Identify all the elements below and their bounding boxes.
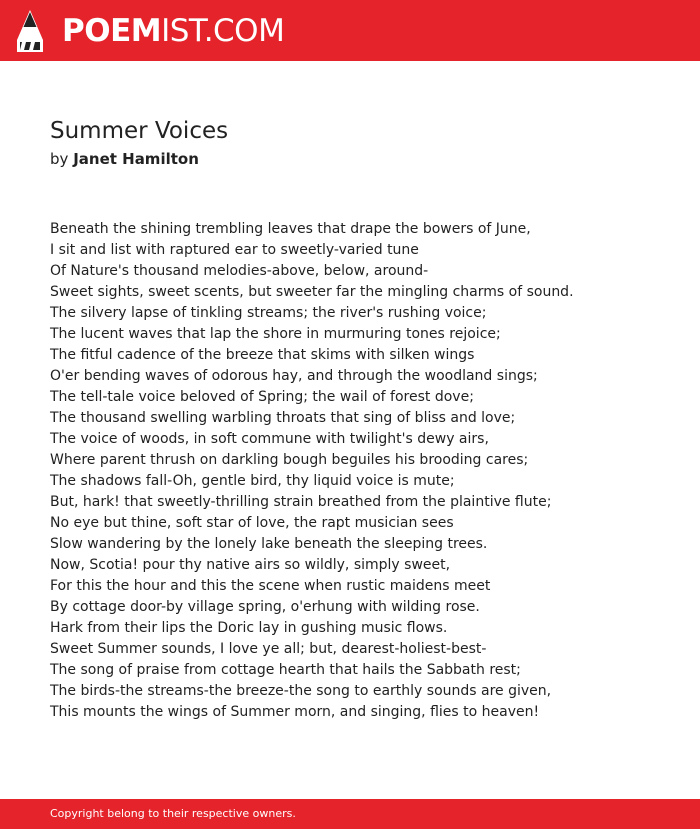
- copyright-notice: Copyright belong to their respective owners.: [50, 807, 296, 820]
- poem-line: The birds-the streams-the breeze-the song to earthly sounds are given,: [50, 683, 552, 699]
- poem-line: For this the hour and this the scene when rustic maidens meet: [50, 578, 491, 594]
- poem-line: The tell-tale voice beloved of Spring; the wail of forest dove;: [50, 389, 474, 405]
- pencil-icon[interactable]: [17, 10, 43, 52]
- poem-line: No eye but thine, soft star of love, the rapt musician sees: [50, 515, 454, 531]
- poem-line: The fitful cadence of the breeze that skims with silken wings: [50, 347, 475, 363]
- poem-line: O'er bending waves of odorous hay, and through the woodland sings;: [50, 368, 538, 384]
- brand-name-light: IST.COM: [161, 13, 285, 49]
- poem-line: Slow wandering by the lonely lake beneath the sleeping trees.: [50, 536, 488, 552]
- poem-line: Hark from their lips the Doric lay in gushing music flows.: [50, 620, 448, 636]
- poem-line: The voice of woods, in soft commune with twilight's dewy airs,: [50, 431, 489, 447]
- poem-line: Sweet Summer sounds, I love ye all; but, dearest-holiest-best-: [50, 641, 487, 657]
- poem-line: By cottage door-by village spring, o'erhung with wilding rose.: [50, 599, 480, 615]
- poem-line: The shadows fall-Oh, gentle bird, thy liquid voice is mute;: [50, 473, 455, 489]
- poem-line: This mounts the wings of Summer morn, and singing, flies to heaven!: [50, 704, 540, 720]
- site-footer: [0, 799, 700, 829]
- author-name: Janet Hamilton: [73, 150, 199, 168]
- poem-line: The lucent waves that lap the shore in murmuring tones rejoice;: [50, 326, 501, 342]
- poem-line: The thousand swelling warbling throats that sing of bliss and love;: [50, 410, 516, 426]
- site-header: [0, 0, 700, 61]
- poem-line: The silvery lapse of tinkling streams; the river's rushing voice;: [50, 305, 487, 321]
- poem-line: But, hark! that sweetly-thrilling strain breathed from the plaintive flute;: [50, 494, 552, 510]
- poem-byline: [50, 148, 199, 170]
- poem-line: Where parent thrush on darkling bough beguiles his brooding cares;: [50, 452, 529, 468]
- site-brand-link[interactable]: [62, 11, 284, 51]
- poem-line: Beneath the shining trembling leaves that drape the bowers of June,: [50, 221, 531, 237]
- poem-title: Summer Voices: [50, 118, 229, 144]
- brand-name-bold: POEM: [62, 13, 162, 49]
- poem-body: [50, 219, 670, 723]
- poem-line: Of Nature's thousand melodies-above, below, around-: [50, 263, 429, 279]
- poem-line: Sweet sights, sweet scents, but sweeter far the mingling charms of sound.: [50, 284, 574, 300]
- by-label: by: [50, 150, 69, 168]
- poem-line: I sit and list with raptured ear to sweetly-varied tune: [50, 242, 419, 258]
- poem-line: Now, Scotia! pour thy native airs so wildly, simply sweet,: [50, 557, 451, 573]
- poem-line: The song of praise from cottage hearth that hails the Sabbath rest;: [50, 662, 521, 678]
